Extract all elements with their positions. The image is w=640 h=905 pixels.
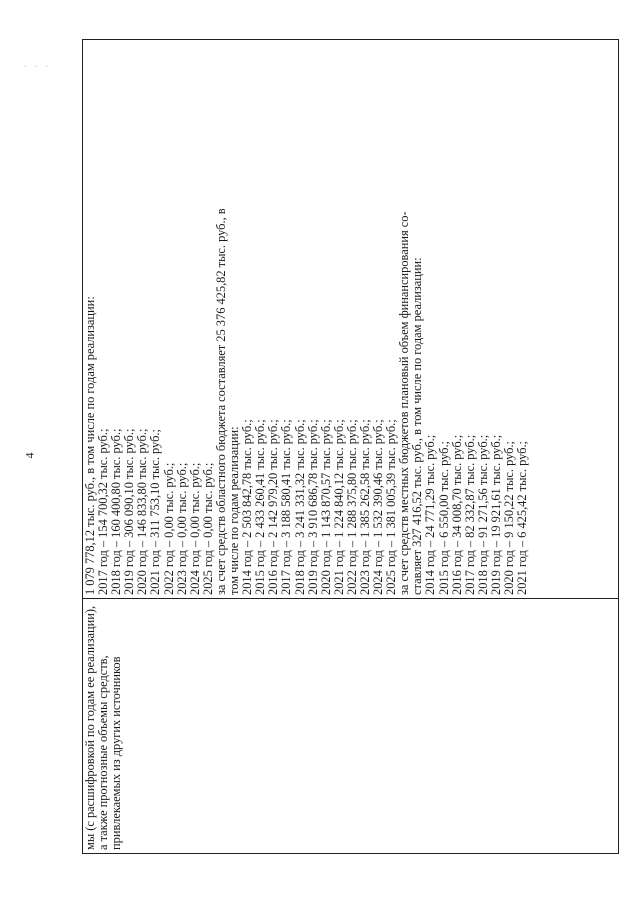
funding-line: 2021 год – 1 224 840,12 тыс. руб.; xyxy=(331,419,346,595)
funding-line: 2019 год – 19 921,61 тыс. руб.; xyxy=(488,434,503,595)
funding-line: том числе по годам реализации: xyxy=(227,426,242,595)
rotated-table-container xyxy=(82,54,640,854)
funding-line: за счет средств областного бюджета составляет 25 376 425,82 тыс. руб., в xyxy=(213,208,228,595)
table-cell-funding xyxy=(83,40,619,599)
funding-line: 2018 год – 91 271,56 тыс. руб.; xyxy=(475,434,490,595)
funding-line: 2018 год – 160 400,80 тыс. руб.; xyxy=(109,428,124,595)
funding-line: 2023 год – 1 385 262,58 тыс. руб.; xyxy=(357,419,372,595)
funding-line: 2019 год – 3 910 686,78 тыс. руб.; xyxy=(305,419,320,595)
funding-line: 2014 год – 2 503 842,78 тыс. руб.; xyxy=(240,419,255,595)
funding-line: 2021 год – 311 753,10 тыс. руб.; xyxy=(148,429,163,595)
funding-line: 2022 год – 0,00 тыс. руб.; xyxy=(161,462,176,595)
funding-line: 2024 год – 1 532 390,46 тыс. руб.; xyxy=(371,419,386,595)
funding-line: 2015 год – 2 433 260,41 тыс. руб.; xyxy=(253,419,268,595)
funding-line: 2014 год – 24 771,29 тыс. руб.; xyxy=(423,434,438,595)
funding-line: 2025 год – 0,00 тыс. руб.; xyxy=(200,462,215,595)
funding-line: ставляет 327 416,52 тыс. руб., в том числе по годам реализации: xyxy=(410,257,425,595)
page-number: 4 xyxy=(22,452,37,459)
funding-table xyxy=(82,39,619,854)
funding-line: 2017 год – 82 332,87 тыс. руб.; xyxy=(462,434,477,595)
funding-line: 2016 год – 2 142 979,20 тыс. руб.; xyxy=(266,419,281,595)
funding-line: 2018 год – 3 241 331,32 тыс. руб.; xyxy=(292,419,307,595)
funding-line: 2020 год – 1 143 870,57 тыс. руб.; xyxy=(318,419,333,595)
scan-artifact: · · · xyxy=(24,62,51,71)
funding-line: 2022 год – 1 288 375,80 тыс. руб.; xyxy=(344,419,359,595)
funding-line: 2024 год – 0,00 тыс. руб.; xyxy=(187,462,202,595)
funding-line: 2015 год – 6 550,00 тыс. руб.; xyxy=(436,441,451,595)
funding-line: 2025 год – 1 381 005,39 тыс. руб.; xyxy=(384,419,399,595)
funding-line: 2016 год – 34 008,70 тыс. руб.; xyxy=(449,434,464,595)
funding-line: 2020 год – 146 833,80 тыс. руб.; xyxy=(135,428,150,595)
funding-line: 1 079 778,12 тыс. руб., в том числе по годам реализации: xyxy=(83,296,97,595)
funding-line: 2023 год – 0,00 тыс. руб.; xyxy=(174,462,189,595)
table-cell-description xyxy=(83,599,619,854)
funding-line: 2021 год – 6 425,42 тыс. руб.; xyxy=(515,441,530,595)
funding-lines xyxy=(84,43,529,595)
funding-line: 2017 год – 154 700,32 тыс. руб.; xyxy=(96,428,111,595)
funding-line: 2017 год – 3 188 580,41 тыс. руб.; xyxy=(279,419,294,595)
funding-line: 2020 год – 9 150,22 тыс. руб.; xyxy=(502,441,516,595)
description-text: мы (с расшифровкой по годам ее реализации), а также прогнозные объемы средств, привлекаемых из других источников xyxy=(83,605,124,850)
table-row xyxy=(83,40,619,854)
funding-line: за счет средств местных бюджетов плановый объем финансирования со- xyxy=(397,211,412,595)
funding-line: 2019 год – 306 090,10 тыс. руб.; xyxy=(122,428,137,595)
